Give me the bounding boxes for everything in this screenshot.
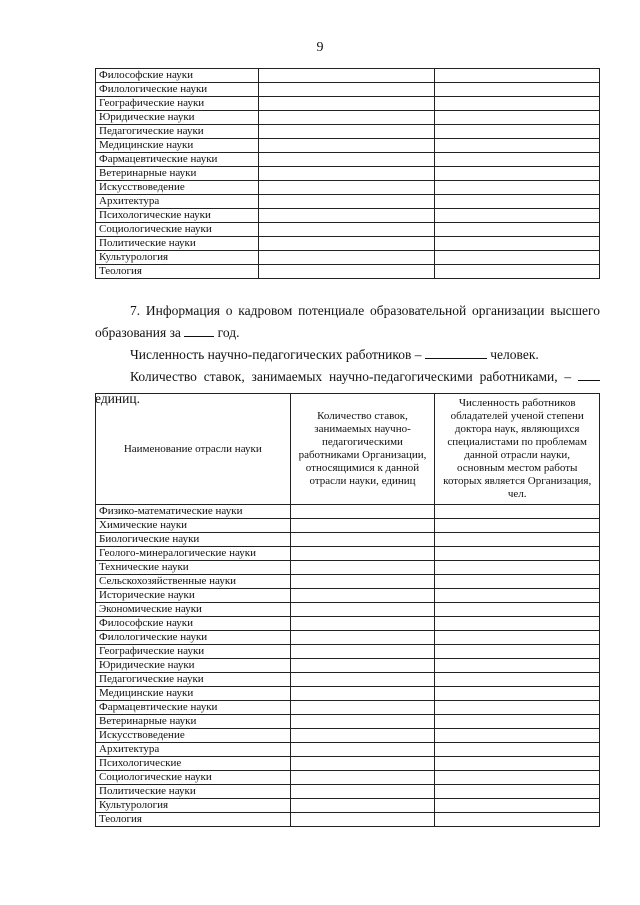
- table1-row: [96, 209, 600, 223]
- branch-name-cell: Философские науки: [96, 69, 259, 83]
- year-blank: [184, 336, 214, 337]
- table2-row: [96, 533, 600, 547]
- table2-header-row: [96, 394, 600, 505]
- empty-entry-cell[interactable]: [435, 125, 600, 139]
- branch-name-cell: Политические науки: [96, 785, 291, 799]
- table2-row: [96, 715, 600, 729]
- empty-entry-cell[interactable]: [435, 195, 600, 209]
- table2-row: [96, 771, 600, 785]
- table2-row: [96, 575, 600, 589]
- empty-entry-cell[interactable]: [290, 785, 435, 799]
- empty-entry-cell[interactable]: [290, 771, 435, 785]
- table1-row: [96, 125, 600, 139]
- empty-entry-cell[interactable]: [258, 167, 435, 181]
- empty-entry-cell[interactable]: [290, 547, 435, 561]
- table2-row: [96, 729, 600, 743]
- empty-entry-cell[interactable]: [435, 743, 600, 757]
- empty-entry-cell[interactable]: [258, 209, 435, 223]
- empty-entry-cell[interactable]: [258, 251, 435, 265]
- empty-entry-cell[interactable]: [290, 631, 435, 645]
- empty-entry-cell[interactable]: [290, 519, 435, 533]
- branch-name-cell: Медицинские науки: [96, 687, 291, 701]
- branch-name-cell: Архитектура: [96, 195, 259, 209]
- branch-name-cell: Фармацевтические науки: [96, 153, 259, 167]
- empty-entry-cell[interactable]: [258, 223, 435, 237]
- table2-row: [96, 743, 600, 757]
- table1-row: [96, 167, 600, 181]
- branch-name-cell: Психологические науки: [96, 209, 259, 223]
- empty-entry-cell[interactable]: [435, 645, 600, 659]
- table1-row: [96, 83, 600, 97]
- header-branch-name: Наименование отрасли науки: [96, 394, 291, 505]
- branch-name-cell: Филологические науки: [96, 83, 259, 97]
- table2-row: [96, 645, 600, 659]
- empty-entry-cell[interactable]: [435, 673, 600, 687]
- branch-name-cell: Политические науки: [96, 237, 259, 251]
- branch-name-cell: Физико-математические науки: [96, 505, 291, 519]
- empty-entry-cell[interactable]: [290, 813, 435, 827]
- empty-entry-cell[interactable]: [258, 97, 435, 111]
- empty-entry-cell[interactable]: [435, 181, 600, 195]
- branch-name-cell: Геолого-минералогические науки: [96, 547, 291, 561]
- table2-row: [96, 659, 600, 673]
- empty-entry-cell[interactable]: [435, 799, 600, 813]
- section-7-heading-text: 7. Информация о кадровом потенциале образовательной организации высшего образования за: [95, 303, 600, 340]
- empty-entry-cell[interactable]: [435, 251, 600, 265]
- empty-entry-cell[interactable]: [435, 533, 600, 547]
- empty-entry-cell[interactable]: [435, 785, 600, 799]
- table2-row: [96, 799, 600, 813]
- empty-entry-cell[interactable]: [258, 181, 435, 195]
- table1-row: [96, 265, 600, 279]
- empty-entry-cell[interactable]: [258, 69, 435, 83]
- empty-entry-cell[interactable]: [435, 617, 600, 631]
- empty-entry-cell[interactable]: [435, 715, 600, 729]
- empty-entry-cell[interactable]: [290, 729, 435, 743]
- table1-row: [96, 181, 600, 195]
- science-branches-table-continued: [95, 68, 600, 279]
- empty-entry-cell[interactable]: [290, 673, 435, 687]
- empty-entry-cell[interactable]: [435, 813, 600, 827]
- empty-entry-cell[interactable]: [258, 265, 435, 279]
- branch-name-cell: Биологические науки: [96, 533, 291, 547]
- empty-entry-cell[interactable]: [258, 237, 435, 251]
- table1-row: [96, 153, 600, 167]
- empty-entry-cell[interactable]: [435, 561, 600, 575]
- branch-name-cell: Теология: [96, 813, 291, 827]
- empty-entry-cell[interactable]: [435, 265, 600, 279]
- table1-row: [96, 223, 600, 237]
- empty-entry-cell[interactable]: [290, 743, 435, 757]
- empty-entry-cell[interactable]: [435, 223, 600, 237]
- empty-entry-cell[interactable]: [258, 195, 435, 209]
- empty-entry-cell[interactable]: [290, 589, 435, 603]
- empty-entry-cell[interactable]: [435, 153, 600, 167]
- table2-row: [96, 617, 600, 631]
- table1-row: [96, 111, 600, 125]
- branch-name-cell: Фармацевтические науки: [96, 701, 291, 715]
- table2-row: [96, 757, 600, 771]
- empty-entry-cell[interactable]: [290, 715, 435, 729]
- empty-entry-cell[interactable]: [435, 519, 600, 533]
- branch-name-cell: Географические науки: [96, 97, 259, 111]
- table2-row: [96, 673, 600, 687]
- empty-entry-cell[interactable]: [435, 139, 600, 153]
- empty-entry-cell[interactable]: [435, 547, 600, 561]
- branch-name-cell: Исторические науки: [96, 589, 291, 603]
- table2-row: [96, 603, 600, 617]
- empty-entry-cell[interactable]: [435, 589, 600, 603]
- empty-entry-cell[interactable]: [290, 561, 435, 575]
- branch-name-cell: Педагогические науки: [96, 125, 259, 139]
- header-doctors-count: Численность работников обладателей ученой степени доктора наук, являющихся специалистами по проблемам данной отрасли науки, основным местом работы которых является Организация, чел.: [435, 394, 600, 505]
- staff-potential-table: [95, 393, 600, 827]
- table2-row: [96, 505, 600, 519]
- empty-entry-cell[interactable]: [290, 575, 435, 589]
- branch-name-cell: Юридические науки: [96, 111, 259, 125]
- staff-count-blank: [425, 358, 487, 359]
- empty-entry-cell[interactable]: [435, 771, 600, 785]
- empty-entry-cell[interactable]: [435, 83, 600, 97]
- branch-name-cell: Химические науки: [96, 519, 291, 533]
- table1-row: [96, 251, 600, 265]
- branch-name-cell: Юридические науки: [96, 659, 291, 673]
- rates-count-blank: [578, 380, 600, 381]
- empty-entry-cell[interactable]: [290, 799, 435, 813]
- branch-name-cell: Архитектура: [96, 743, 291, 757]
- table2-row: [96, 519, 600, 533]
- empty-entry-cell[interactable]: [290, 617, 435, 631]
- table1-row: [96, 237, 600, 251]
- empty-entry-cell[interactable]: [435, 603, 600, 617]
- empty-entry-cell[interactable]: [290, 701, 435, 715]
- page-number: 9: [316, 40, 324, 55]
- branch-name-cell: Географические науки: [96, 645, 291, 659]
- branch-name-cell: Педагогические науки: [96, 673, 291, 687]
- table2-row: [96, 687, 600, 701]
- empty-entry-cell[interactable]: [258, 139, 435, 153]
- table1-row: [96, 139, 600, 153]
- empty-entry-cell[interactable]: [435, 701, 600, 715]
- branch-name-cell: Искусствоведение: [96, 181, 259, 195]
- branch-name-cell: Медицинские науки: [96, 139, 259, 153]
- empty-entry-cell[interactable]: [435, 757, 600, 771]
- table2-row: [96, 547, 600, 561]
- empty-entry-cell[interactable]: [290, 603, 435, 617]
- branch-name-cell: Ветеринарные науки: [96, 167, 259, 181]
- empty-entry-cell[interactable]: [258, 153, 435, 167]
- table2-row: [96, 701, 600, 715]
- table1-row: [96, 69, 600, 83]
- branch-name-cell: Ветеринарные науки: [96, 715, 291, 729]
- empty-entry-cell[interactable]: [258, 111, 435, 125]
- staff-count-line: [95, 344, 600, 366]
- empty-entry-cell[interactable]: [290, 687, 435, 701]
- header-rates-count: Количество ставок, занимаемых научно-педагогическими работниками Организации, относящимися к данной отрасли науки, единиц: [290, 394, 435, 505]
- branch-name-cell: Филологические науки: [96, 631, 291, 645]
- branch-name-cell: Культурология: [96, 799, 291, 813]
- empty-entry-cell[interactable]: [290, 757, 435, 771]
- branch-name-cell: Социологические науки: [96, 771, 291, 785]
- table2-row: [96, 813, 600, 827]
- empty-entry-cell[interactable]: [435, 687, 600, 701]
- branch-name-cell: Экономические науки: [96, 603, 291, 617]
- empty-entry-cell[interactable]: [435, 97, 600, 111]
- branch-name-cell: Социологические науки: [96, 223, 259, 237]
- branch-name-cell: Технические науки: [96, 561, 291, 575]
- empty-entry-cell[interactable]: [435, 69, 600, 83]
- staff-count-label: Численность научно-педагогических работников –: [130, 347, 422, 362]
- empty-entry-cell[interactable]: [435, 237, 600, 251]
- branch-name-cell: Теология: [96, 265, 259, 279]
- empty-entry-cell[interactable]: [435, 729, 600, 743]
- branch-name-cell: Сельскохозяйственные науки: [96, 575, 291, 589]
- rates-count-unit: единиц.: [95, 391, 140, 406]
- empty-entry-cell[interactable]: [435, 631, 600, 645]
- table2-row: [96, 631, 600, 645]
- empty-entry-cell[interactable]: [290, 533, 435, 547]
- empty-entry-cell[interactable]: [435, 209, 600, 223]
- empty-entry-cell[interactable]: [290, 645, 435, 659]
- branch-name-cell: Культурология: [96, 251, 259, 265]
- empty-entry-cell[interactable]: [435, 659, 600, 673]
- table2-row: [96, 561, 600, 575]
- table1-row: [96, 97, 600, 111]
- table1-body: [96, 69, 600, 279]
- table2-body: [96, 505, 600, 827]
- empty-entry-cell[interactable]: [435, 505, 600, 519]
- branch-name-cell: Искусствоведение: [96, 729, 291, 743]
- branch-name-cell: Философские науки: [96, 617, 291, 631]
- empty-entry-cell[interactable]: [435, 575, 600, 589]
- section-7-heading: [95, 300, 600, 344]
- empty-entry-cell[interactable]: [435, 111, 600, 125]
- staff-count-unit: человек.: [490, 347, 539, 362]
- section-7-heading-tail: год.: [217, 325, 240, 340]
- table2-row: [96, 785, 600, 799]
- empty-entry-cell[interactable]: [258, 125, 435, 139]
- empty-entry-cell[interactable]: [290, 505, 435, 519]
- empty-entry-cell[interactable]: [435, 167, 600, 181]
- table1-row: [96, 195, 600, 209]
- table2-row: [96, 589, 600, 603]
- empty-entry-cell[interactable]: [258, 83, 435, 97]
- rates-count-label: Количество ставок, занимаемых научно-педагогическими работниками, –: [130, 369, 572, 384]
- empty-entry-cell[interactable]: [290, 659, 435, 673]
- branch-name-cell: Психологические: [96, 757, 291, 771]
